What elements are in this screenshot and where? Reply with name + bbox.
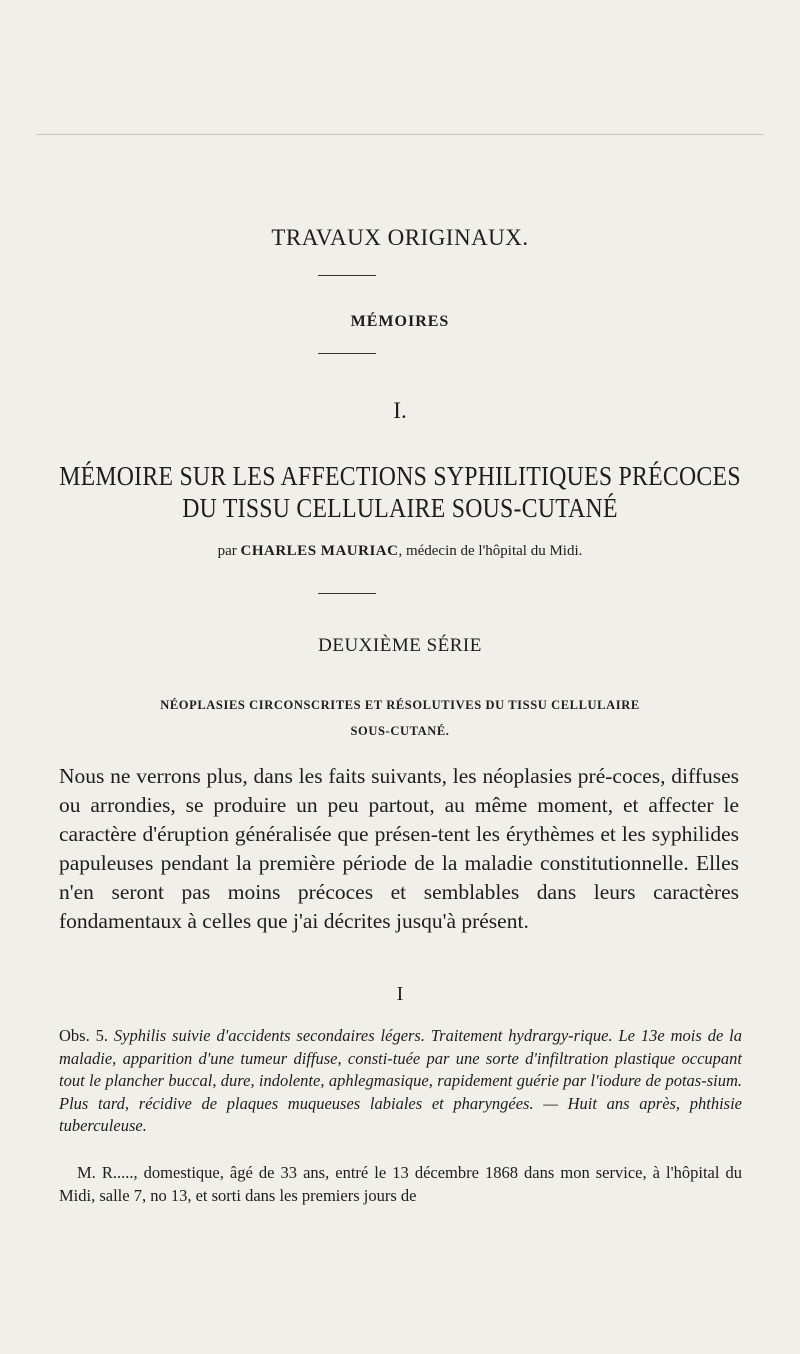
section-title: TRAVAUX ORIGINAUX. [271,225,529,250]
section-subheading [0,692,800,744]
observation-label: Obs. 5. [59,1026,108,1045]
article-title-line-2: DU TISSU CELLULAIRE SOUS-CUTANÉ [182,493,618,523]
subheading-line-1: NÉOPLASIES CIRCONSCRITES ET RÉSOLUTIVES DU TISSU CELLULAIRE [160,698,640,712]
header-rule [36,134,764,135]
subheading-line-2: SOUS-CUTANÉ. [350,724,450,738]
article-title-line-1: MÉMOIRE SUR LES AFFECTIONS SYPHILITIQUES PRÉCOCES [59,461,741,491]
author-affiliation: , médecin de l'hôpital du Midi. [398,543,583,559]
byline [0,543,800,560]
observation-text: Syphilis suivie d'accidents secondaires légers. Traitement hydrargy-rique. Le 13e mois de la maladie, apparition d'une tumeur diffuse, consti-tuée par une sorte d'infiltration plastique occupant tout le plancher buccal, dure, indolente, aphlegmasique, rapidement guérie par l'iodure de potas-sium. Plus tard, récidive de plaques muqueuses labiales et pharyngées. — Huit ans après, phthisie tuberculeuse. [59,1026,743,1135]
intro-paragraph: Nous ne verrons plus, dans les faits suivants, les néoplasies pré-coces, diffuses ou arrondies, se produire un peu partout, au même moment, et affecter le caractère d'éruption généralisée que présen-tent les érythèmes et les syphilides papuleuses pendant la première période de la maladie constitutionnelle. Elles n'en seront pas moins précoces et semblables dans leurs caractères fondamentaux à celles que j'ai décrites jusqu'à présent. [59,764,739,933]
divider [318,275,376,276]
article-title [48,460,752,524]
divider [318,353,376,354]
article-number: I. [393,398,407,423]
part-numeral: I [396,983,404,1005]
series-heading: DEUXIÈME SÉRIE [318,635,482,656]
observation-summary [59,1025,742,1138]
byline-prefix: par [217,543,237,559]
case-paragraph: M. R....., domestique, âgé de 33 ans, entré le 13 décembre 1868 dans mon service, à l'hôpital du Midi, salle 7, no 13, et sorti dans les premiers jours de [59,1163,742,1205]
author-name: CHARLES MAURIAC [240,543,399,559]
divider [318,593,376,594]
rubric-heading: MÉMOIRES [350,313,450,330]
